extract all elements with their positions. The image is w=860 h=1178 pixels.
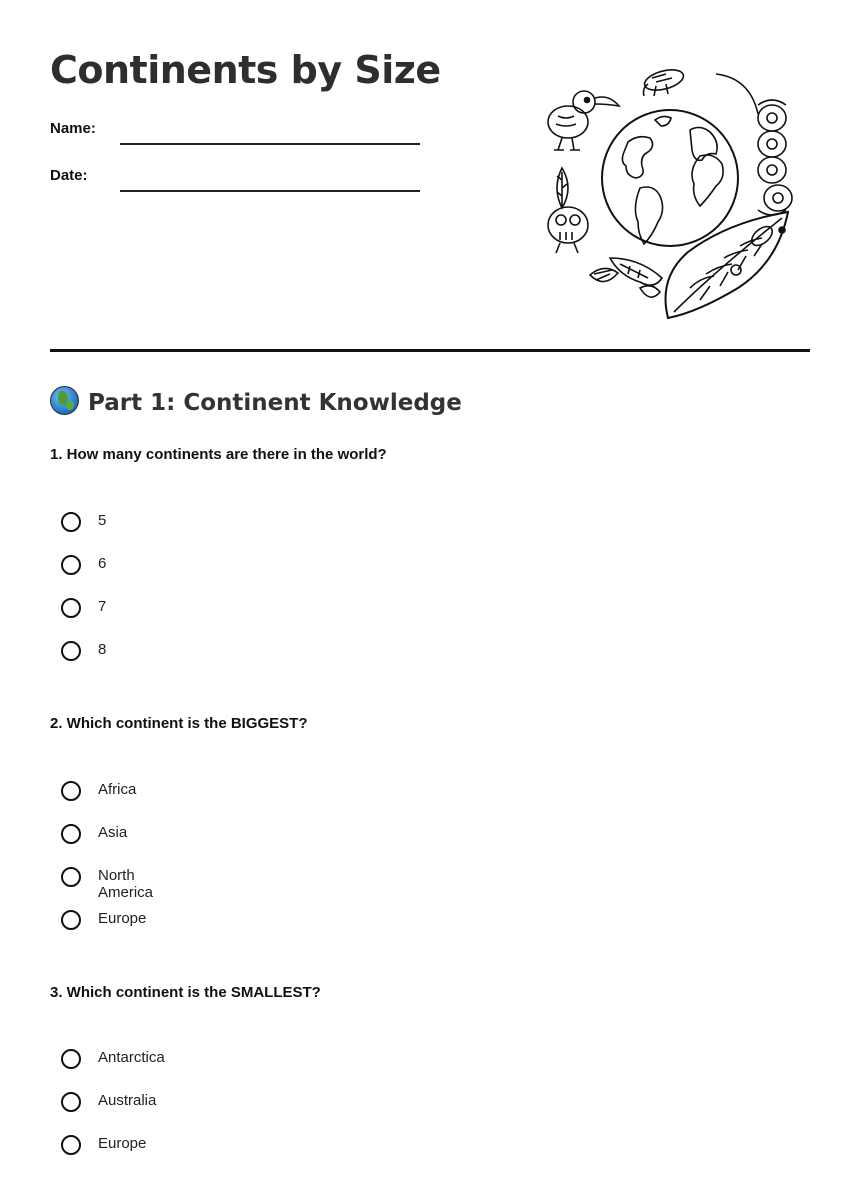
- option-label: Europe: [98, 910, 147, 927]
- question-2: 2. Which continent is the BIGGEST?: [50, 715, 308, 732]
- radio-button[interactable]: [61, 1135, 81, 1155]
- radio-button[interactable]: [61, 824, 81, 844]
- radio-button[interactable]: [61, 641, 81, 661]
- option-label: Asia: [98, 824, 128, 841]
- globe-illustration: [540, 60, 805, 328]
- name-field[interactable]: [50, 114, 420, 144]
- option-label: 5: [98, 512, 107, 529]
- date-line[interactable]: [120, 190, 420, 192]
- option-label: 8: [98, 641, 107, 658]
- radio-button[interactable]: [61, 512, 81, 532]
- date-field[interactable]: [50, 161, 420, 191]
- question-1: 1. How many continents are there in the world?: [50, 446, 387, 463]
- radio-button[interactable]: [61, 867, 81, 887]
- radio-button[interactable]: [61, 598, 81, 618]
- question-3: 3. Which continent is the SMALLEST?: [50, 984, 321, 1001]
- radio-button[interactable]: [61, 1092, 81, 1112]
- globe-emoji-icon: [50, 386, 79, 415]
- name-label: Name:: [50, 120, 96, 137]
- option-label: 6: [98, 555, 107, 572]
- date-label: Date:: [50, 167, 88, 184]
- option-label: Antarctica: [98, 1049, 165, 1066]
- name-line[interactable]: [120, 143, 420, 145]
- header-divider: [50, 349, 810, 352]
- worksheet-title: Continents by Size: [50, 48, 441, 92]
- option-label: Africa: [98, 781, 137, 798]
- option-label: Europe: [98, 1135, 147, 1152]
- radio-button[interactable]: [61, 555, 81, 575]
- option-label: Australia: [98, 1092, 157, 1109]
- radio-button[interactable]: [61, 1049, 81, 1069]
- part1-title-text: Part 1: Continent Knowledge: [88, 390, 462, 416]
- radio-button[interactable]: [61, 781, 81, 801]
- part1-title: [50, 386, 462, 416]
- option-label: North America: [98, 867, 154, 901]
- option-label: 7: [98, 598, 107, 615]
- radio-button[interactable]: [61, 910, 81, 930]
